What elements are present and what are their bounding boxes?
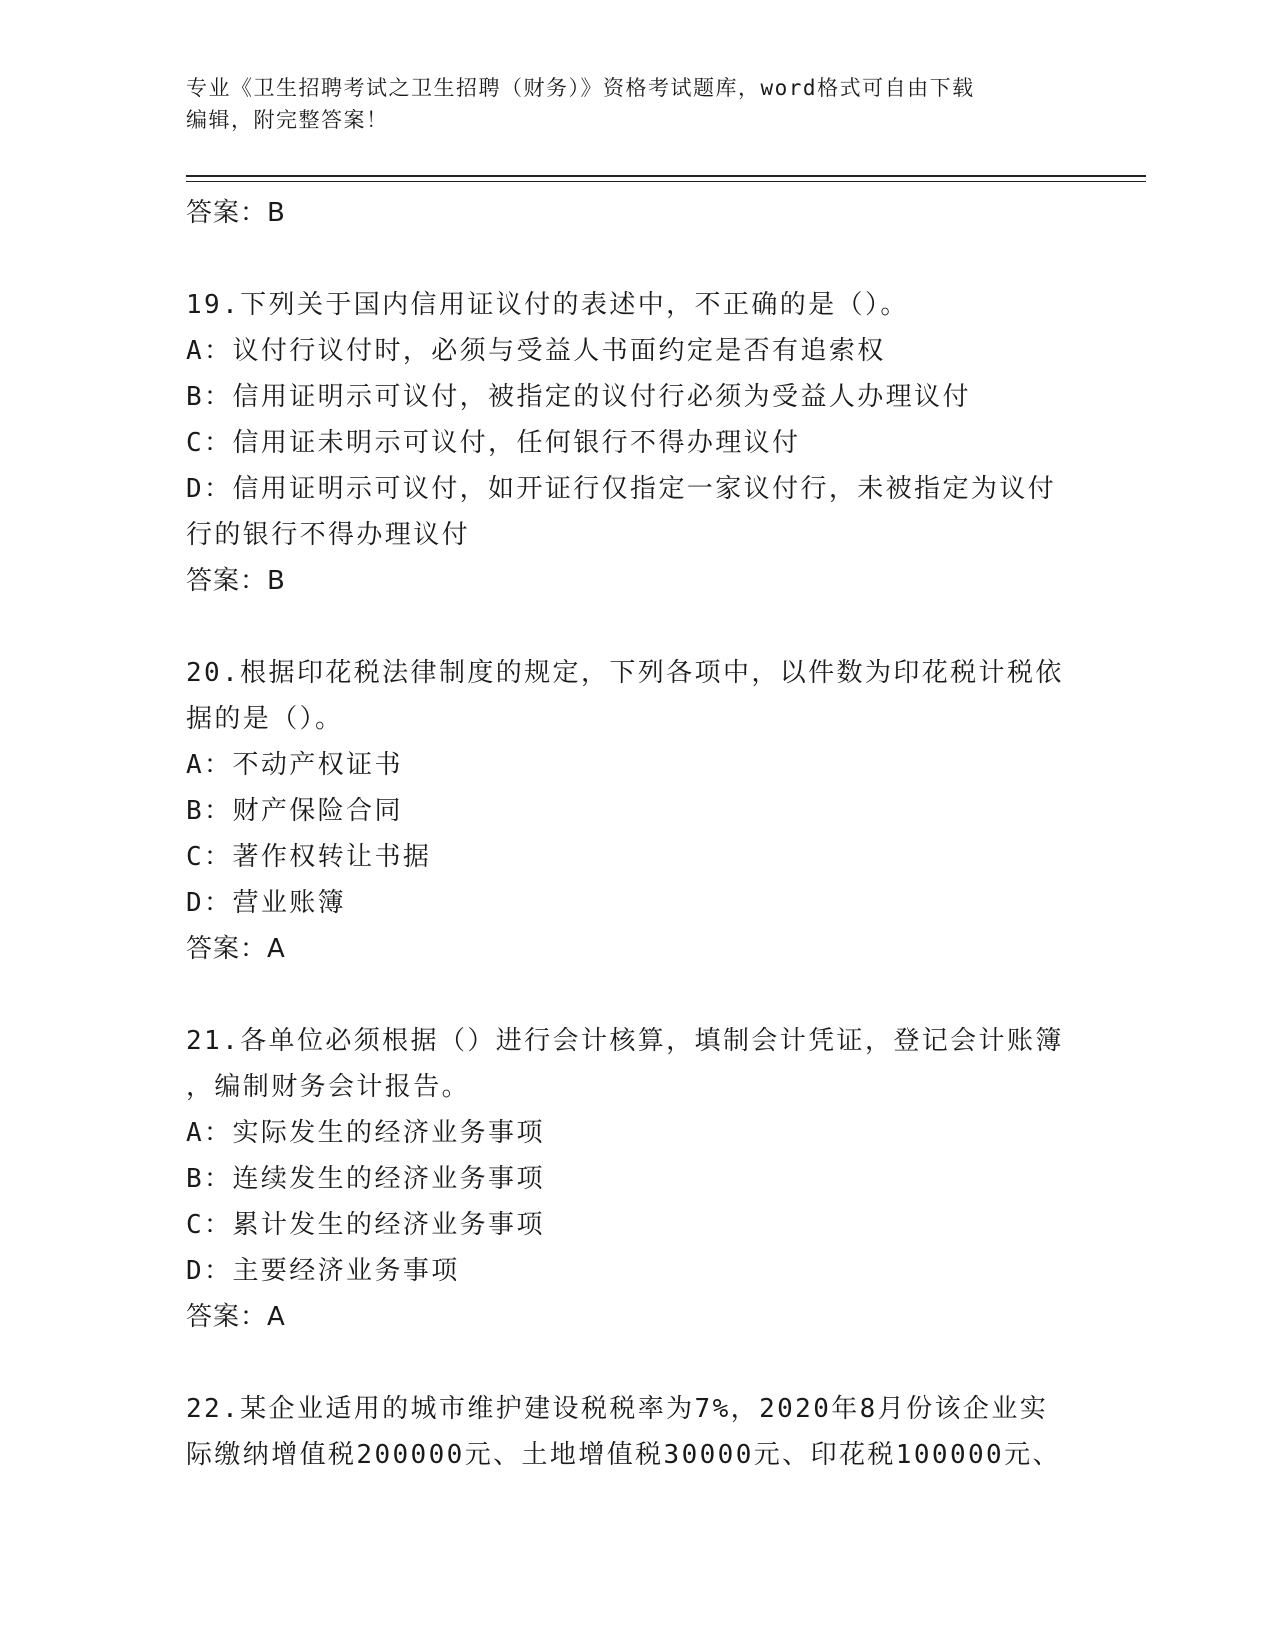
option-b: B：财产保险合同 [186, 796, 403, 826]
option-c: C：累计发生的经济业务事项 [186, 1210, 545, 1240]
question-stem: 19.下列关于国内信用证议付的表述中，不正确的是（）。 [186, 290, 909, 320]
option-a: A：不动产权证书 [186, 750, 403, 780]
document-header [186, 72, 1066, 136]
header-divider-thin [186, 181, 1146, 182]
question-21 [186, 1018, 1086, 1340]
option-c: C：信用证未明示可议付，任何银行不得办理议付 [186, 428, 801, 458]
option-b: B：连续发生的经济业务事项 [186, 1164, 545, 1194]
option-c: C：著作权转让书据 [186, 842, 432, 872]
question-stem-continued: 际缴纳增值税200000元、土地增值税30000元、印花税100000元、 [186, 1440, 1061, 1470]
option-a: A：议付行议付时，必须与受益人书面约定是否有追索权 [186, 336, 886, 366]
header-line-1: 专业《卫生招聘考试之卫生招聘（财务）》资格考试题库，word格式可自由下载 [186, 76, 975, 100]
option-d: D：营业账簿 [186, 888, 347, 918]
answer: 答案：B [186, 566, 286, 596]
option-d: D：主要经济业务事项 [186, 1256, 460, 1286]
question-stem-continued: 据的是（）。 [186, 704, 344, 734]
option-d: D：信用证明示可议付，如开证行仅指定一家议付行，未被指定为议付 [186, 474, 1057, 504]
question-19 [186, 282, 1086, 604]
header-line-2: 编辑，附完整答案！ [186, 108, 389, 132]
question-list [186, 190, 1086, 1478]
question-22 [186, 1386, 1086, 1478]
option-d-continued: 行的银行不得办理议付 [186, 520, 471, 550]
question-stem: 21.各单位必须根据（）进行会计核算，填制会计凭证，登记会计账簿 [186, 1026, 1064, 1056]
spacer [186, 972, 1086, 1018]
answer: 答案：A [186, 1302, 286, 1332]
option-b: B：信用证明示可议付，被指定的议付行必须为受益人办理议付 [186, 382, 971, 412]
previous-answer: 答案：B [186, 198, 286, 228]
question-stem: 20.根据印花税法律制度的规定，下列各项中，以件数为印花税计税依 [186, 658, 1064, 688]
question-20 [186, 650, 1086, 972]
spacer [186, 236, 1086, 282]
header-divider-thick [186, 175, 1146, 177]
question-stem: 22.某企业适用的城市维护建设税税率为7%，2020年8月份该企业实 [186, 1394, 1049, 1424]
question-stem-continued: ，编制财务会计报告。 [186, 1072, 471, 1102]
spacer [186, 1340, 1086, 1386]
answer: 答案：A [186, 934, 286, 964]
option-a: A：实际发生的经济业务事项 [186, 1118, 545, 1148]
spacer [186, 604, 1086, 650]
